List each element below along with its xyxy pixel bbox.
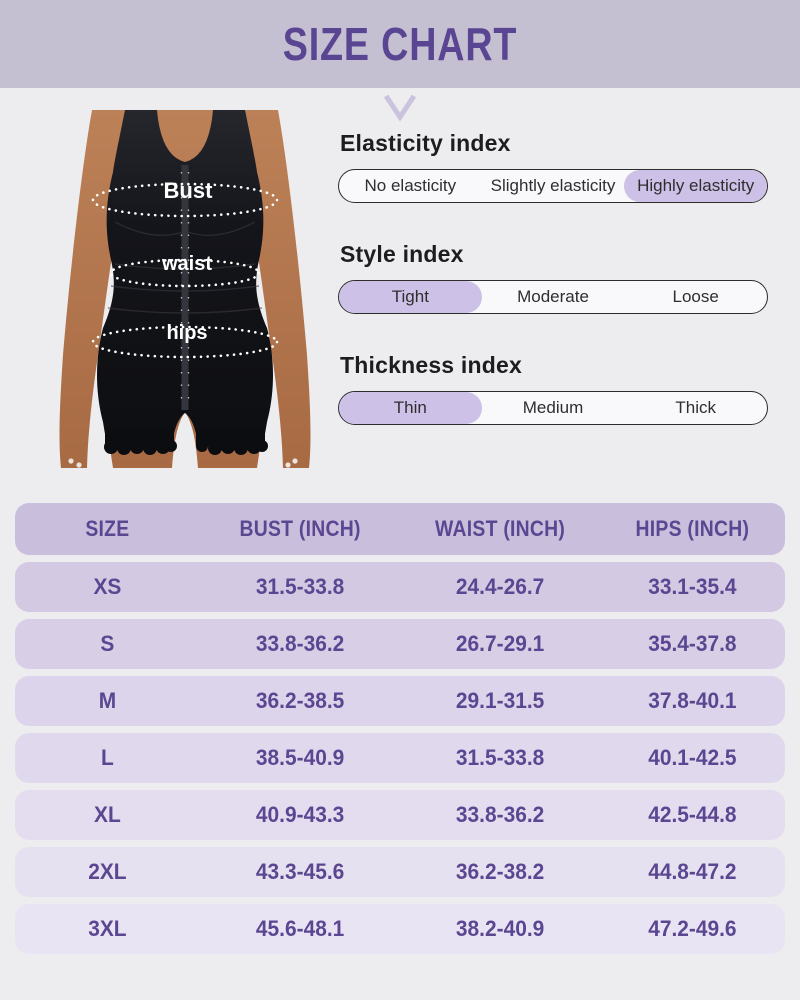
product-photo: [35, 110, 330, 470]
col-waist: WAIST (INCH): [435, 516, 566, 541]
cell-hips: 33.1-35.4: [648, 574, 737, 599]
cell-bust: 40.9-43.3: [255, 802, 345, 827]
option-tight[interactable]: Tight: [339, 281, 482, 313]
col-hips: HIPS (INCH): [635, 516, 750, 541]
index-panel: [338, 130, 768, 463]
cell-waist: 26.7-29.1: [455, 631, 545, 656]
option-slightly-elasticity[interactable]: Slightly elasticity: [490, 176, 616, 195]
elasticity-options-bar: [338, 169, 768, 203]
cell-size: XL: [94, 802, 121, 827]
option-thin[interactable]: Thin: [339, 392, 482, 424]
col-size: SIZE: [85, 516, 130, 541]
cell-size: L: [101, 745, 114, 770]
lace-trim: [104, 430, 268, 455]
page-title: SIZE CHART: [282, 18, 518, 70]
elasticity-index-title: Elasticity index: [340, 130, 511, 156]
option-highly-elasticity[interactable]: Highly elasticity: [624, 170, 767, 202]
cell-bust: 38.5-40.9: [255, 745, 345, 770]
style-index-title: Style index: [340, 241, 464, 267]
cell-size: M: [98, 688, 117, 713]
cell-hips: 47.2-49.6: [648, 916, 737, 941]
col-bust: BUST (INCH): [239, 516, 361, 541]
elasticity-index-section: [338, 130, 768, 203]
waist-label: waist: [161, 253, 213, 275]
cell-size: S: [100, 631, 115, 656]
bust-label: Bust: [163, 178, 213, 203]
table-row: [15, 847, 785, 897]
table-row: [15, 733, 785, 783]
header-banner: [0, 0, 800, 88]
cell-bust: 45.6-48.1: [255, 916, 345, 941]
cell-bust: 31.5-33.8: [255, 574, 345, 599]
cell-hips: 35.4-37.8: [648, 631, 737, 656]
cell-bust: 33.8-36.2: [255, 631, 345, 656]
thickness-index-section: [338, 352, 768, 425]
option-medium[interactable]: Medium: [522, 398, 584, 417]
cell-size: XS: [93, 574, 122, 599]
cell-waist: 36.2-38.2: [455, 859, 545, 884]
cell-size: 3XL: [88, 916, 127, 941]
cell-waist: 38.2-40.9: [455, 916, 545, 941]
cell-waist: 24.4-26.7: [455, 574, 545, 599]
option-moderate[interactable]: Moderate: [517, 287, 589, 306]
cell-hips: 44.8-47.2: [648, 859, 737, 884]
hips-label: hips: [166, 322, 208, 344]
size-table: [15, 503, 785, 961]
cell-waist: 31.5-33.8: [455, 745, 545, 770]
option-thick[interactable]: Thick: [675, 398, 716, 417]
style-index-section: [338, 241, 768, 314]
cell-hips: 42.5-44.8: [648, 802, 737, 827]
option-loose[interactable]: Loose: [672, 287, 719, 306]
style-options-bar: [338, 280, 768, 314]
thickness-options-bar: [338, 391, 768, 425]
cell-bust: 43.3-45.6: [255, 859, 345, 884]
table-row: [15, 790, 785, 840]
table-row: [15, 562, 785, 612]
cell-hips: 40.1-42.5: [648, 745, 737, 770]
table-row: [15, 904, 785, 954]
table-row: [15, 619, 785, 669]
table-row: [15, 676, 785, 726]
table-header-row: [15, 503, 785, 555]
cell-hips: 37.8-40.1: [648, 688, 737, 713]
cell-bust: 36.2-38.5: [255, 688, 345, 713]
cell-waist: 29.1-31.5: [455, 688, 545, 713]
option-no-elasticity[interactable]: No elasticity: [364, 176, 457, 195]
cell-waist: 33.8-36.2: [455, 802, 545, 827]
thickness-index-title: Thickness index: [340, 352, 522, 378]
cell-size: 2XL: [88, 859, 127, 884]
